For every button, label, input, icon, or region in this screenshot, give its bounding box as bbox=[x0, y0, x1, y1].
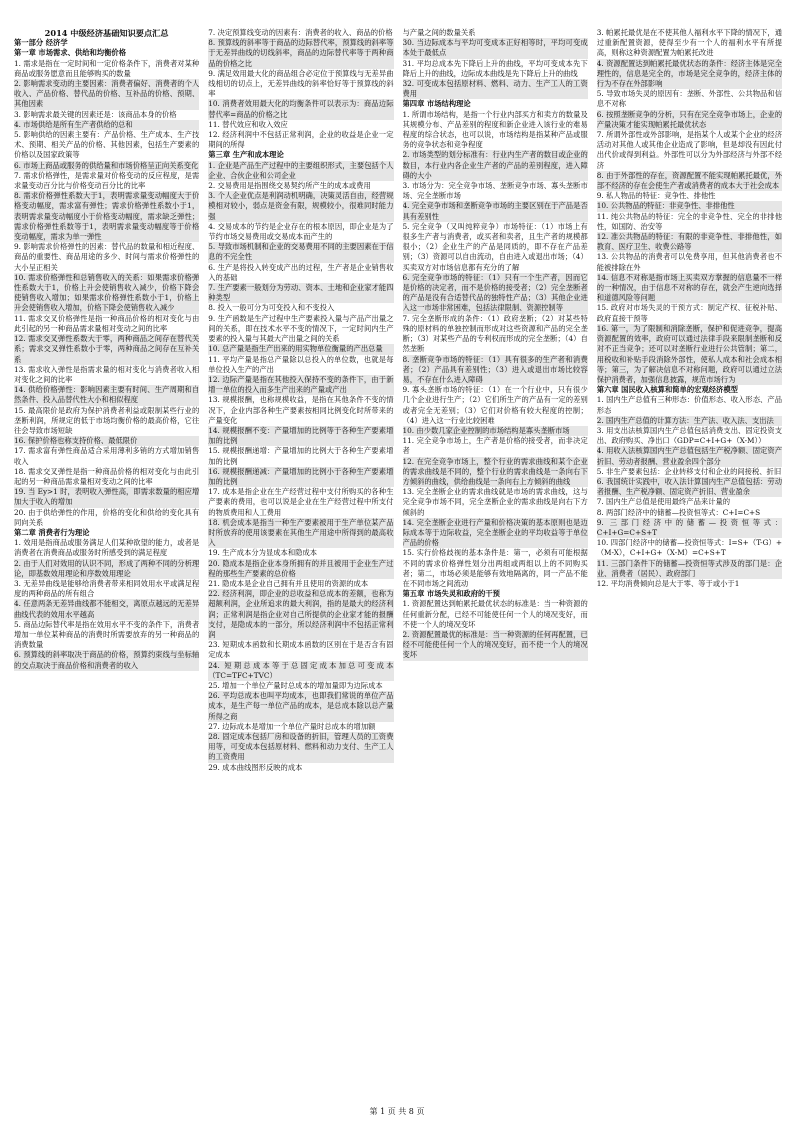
paragraph: 17. 需求富有弹性商品适合采用薄利多销的方式增加销售收入 bbox=[14, 446, 200, 466]
paragraph: 15. 政府对市场失灵的干预方式：制定产权、征税补贴、政府直接干预等 bbox=[596, 303, 782, 323]
paragraph: 2. 影响需求变动的主要因素：消费者偏好、消费者的个人收入、产品价格、替代品的价格、互补品的价格、预期、其他因素 bbox=[14, 79, 200, 109]
paragraph: 11. 平均产量是指总产量除以总投入的单位数，也就是每单位投入生产的产出 bbox=[208, 354, 394, 374]
paragraph: 5. 非生产要素包括：企业转移支付和企业的间接税、折旧 bbox=[596, 466, 782, 476]
paragraph: 28. 固定成本包括厂房和设备的折旧，管理人员的工资费用等，可变成本包括原材料、燃料和动力支付、生产工人的工资费用 bbox=[208, 732, 394, 762]
paragraph: 6. 按照垄断竞争的分析，只有在完全竞争市场上，企业的产量决策才能实现帕累托最优状态 bbox=[596, 109, 782, 129]
paragraph: 2. 交易费用是指围绕交易契约所产生的成本或费用 bbox=[208, 181, 371, 191]
paragraph: 19. 生产成本分为显成本和隐成本 bbox=[208, 548, 318, 558]
paragraph: 3. 用支出法核算国内生产总值包括消费支出、固定投资支出、政府购买、净出口（GDP=C+I+G+（X-M）） bbox=[596, 425, 782, 446]
paragraph: 11. 三部门条件下的储蓄—投资恒等式涉及的部门是：企业、消费者（居民）、政府部门 bbox=[596, 558, 782, 578]
paragraph: 7. 生产要素一般划分为劳动、资本、土地和企业家才能四种类型 bbox=[208, 283, 394, 303]
paragraph: 4. 用收入法核算国内生产总值包括生产税净额、固定资产折旧、劳动者报酬、营业盈余四个部分 bbox=[596, 446, 782, 466]
paragraph: 11. 替代效应和收入效应 bbox=[208, 119, 288, 129]
paragraph: 9. 三部门经济中的储蓄—投资恒等式：C+I+G=C+S+T bbox=[596, 517, 782, 537]
section-heading: 第一部分 经济学 bbox=[14, 38, 68, 48]
paragraph: 1. 效用是指商品或服务满足人们某种欲望的能力，或者是消费者在消费商品或服务时所感受到的满足程度 bbox=[14, 538, 200, 558]
paragraph: 8. 两部门经济中的储蓄—投资恒等式：C+I=C+S bbox=[596, 507, 761, 517]
paragraph: 2. 由于人们对效用的认识不同，形成了两种不同的分析理论，即基数效用理论和序数效用理论 bbox=[14, 558, 200, 578]
paragraph: 25. 增加一个单位产量时总成本的增加量即为边际成本 bbox=[208, 681, 383, 690]
paragraph: 11. 需求交叉价格弹性是指一种商品价格的相对变化与由此引起的另一种商品需求量相对变动之间的比率 bbox=[14, 313, 200, 333]
paragraph: 4. 任意两条无差异曲线都不能相交，离原点越远的无差异曲线代表的效用水平越高 bbox=[14, 599, 200, 619]
paragraph: 9. 影响需求价格弹性的因素：替代品的数量和相近程度、商品的重要性、商品用途的多少、时间与需求价格弹性的大小呈正相关 bbox=[14, 242, 200, 272]
paragraph: 24. 短期总成本等于总固定成本加总可变成本（TC=TFC+TVC） bbox=[208, 660, 394, 680]
paragraph: 13. 规模报酬，也称规模收益，是指在其他条件不变的情况下，企业内部各种生产要素按相同比例变化时所带来的产量变化 bbox=[208, 395, 394, 425]
paragraph: 15. 实行价格歧视的基本条件是：第一，必须有可能根据不同的需求价格弹性划分出两组或两组以上的不同购买者；第二，市场必须是能够有效地隔离的，同一产品不能在不同市场之间流动 bbox=[402, 548, 588, 588]
paragraph: 30. 当边际成本与平均可变成本正好相等时，平均可变成本处于最低点 bbox=[402, 38, 588, 58]
paragraph: 1. 所谓市场结构，是指一个行业内部买方和卖方的数量及其规模分布、产品差别的程度和新企业进入该行业的难易程度的综合状态，也可以说，市场结构是指某种产品或服务的竞争状态和竞争程度 bbox=[402, 109, 588, 150]
paragraph: 12. 在完全竞争市场上，整个行业的需求曲线和某个企业的需求曲线是不同的，整个行业的需求曲线是一条向右下方倾斜的曲线，供给曲线是一条向右上方倾斜的曲线 bbox=[402, 456, 588, 486]
paragraph: 8. 需求价格弹性系数大于1，表明需求量变动幅度大于价格变动幅度，需求富有弹性；需求价格弹性系数小于1，表明需求量变动幅度小于价格变动幅度，需求缺乏弹性；需求价格弹性系数等于1，表明需求量变动幅度等于价格变动幅度，需求为单一弹性 bbox=[14, 191, 200, 242]
paragraph: 29. 成本曲线图形反映的成本 bbox=[208, 762, 303, 772]
paragraph: 18. 需求交叉弹性是指一种商品价格的相对变化与由此引起的另一种商品需求量相对变动之间的比率 bbox=[14, 466, 200, 486]
paragraph: 10. 由少数几家企业控制的市场结构是寡头垄断市场 bbox=[403, 426, 588, 436]
paragraph: 6. 预算线的斜率取决于商品的价格，预算约束线与坐标轴的交点取决于商品价格和消费者的收入 bbox=[14, 650, 200, 670]
paragraph: 31. 平均总成本先下降后上升的曲线，平均可变成本先下降后上升的曲线，边际成本曲线是先下降后上升的曲线 bbox=[402, 58, 588, 78]
section-heading: 第三章 生产和成本理论 bbox=[208, 150, 284, 160]
paragraph: 14. 完全垄断企业进行产量和价格决策的基本原则也是边际成本等于边际收益，完全垄断企业的平均收益等于单位产品的价格 bbox=[402, 517, 588, 548]
paragraph: 4. 资源配置达到帕累托最优状态的条件：经济主体是完全理性的，信息是完全的，市场是完全竞争的，经济主体的行为不存在外部影响 bbox=[596, 58, 782, 89]
paragraph: 16. 规模报酬递减：产量增加的比例小于各种生产要素增加的比例 bbox=[208, 466, 394, 486]
paragraph: 5. 影响供给的因素主要有：产品价格、生产成本、生产技术、预期、相关产品的价格、其他因素，包括生产要素的价格以及国家政策等 bbox=[14, 130, 200, 160]
paragraph: 11. 纯公共物品的特征：完全的非竞争性、完全的非排他性，如国防、治安等 bbox=[596, 211, 782, 231]
paragraph: 13. 完全垄断企业的需求曲线就是市场的需求曲线，这与完全竞争市场不同，完全垄断企业的需求曲线是向右下方倾斜的 bbox=[402, 487, 588, 517]
paragraph: 7. 所谓外部性或外部影响，是指某个人或某个企业的经济活动对其他人或其他企业造成了影响，但是却没有因此付出代价或得到利益。外部性可以分为外部经济与外部不经济 bbox=[596, 130, 782, 170]
paragraph: 14. 规模报酬不变：产量增加的比例等于各种生产要素增加的比例 bbox=[208, 425, 394, 446]
paragraph: 23. 短期成本函数和长期成本函数的区别在于是否含有固定成本 bbox=[208, 640, 394, 660]
page-footer: 第 1 页 共 8 页 bbox=[369, 1107, 425, 1116]
paragraph: 3. 影响需求最关键的因素还是：该商品本身的价格 bbox=[14, 109, 177, 119]
paragraph: 10. 总产量是指生产出来的用实物单位衡量的产出总量 bbox=[208, 344, 393, 354]
paragraph: 26. 平均总成本也叫平均成本，也即我们常说的单位产品成本，是生产每一单位产品的成本，是总成本除以总产量所得之商 bbox=[208, 691, 394, 721]
paragraph: 11. 完全竞争市场上，生产者是价格的接受者，而非决定者 bbox=[402, 436, 588, 456]
paragraph: 1. 国内生产总值有三种形态：价值形态、收入形态、产品形态 bbox=[596, 395, 782, 415]
paragraph: 7. 决定预算线变动的因素有：消费者的收入、商品的价格 bbox=[208, 28, 393, 37]
paragraph: 5. 完全竞争（又叫纯粹竞争）市场特征：（1）市场上有很多生产者与消费者，或买者和卖者，且生产者的规模都很小；（2）企业生产的产品是同质的，即不存在产品差别；（3）资源可以自由流动，自由进入或退出市场；（4）买卖双方对市场信息都有充分的了解 bbox=[402, 221, 588, 272]
paragraph: 5. 导致市场失灵的原因有：垄断、外部性、公共物品和信息不对称 bbox=[596, 89, 782, 109]
paragraph: 13. 需求收入弹性是指需求量的相对变化与消费者收入相对变化之间的比率 bbox=[14, 364, 200, 384]
paragraph: 7. 完全垄断形成的条件：（1）政府垄断；（2）对某些特殊的原材料的单独控制而形成对这些资源和产品的完全垄断；（3）对某些产品的专利权而形成的完全垄断；（4）自然垄断 bbox=[402, 313, 588, 354]
paragraph: 8. 垄断竞争市场的特征：（1）具有很多的生产者和消费者；（2）产品具有差别性；（3）进入或退出市场比较容易，不存在什么进入障碍 bbox=[402, 354, 588, 384]
paragraph: 2. 市场类型的划分标准有：行业内生产者的数目或企业的数目，本行业内各企业生产者的产品的差别程度，进入障碍的大小 bbox=[402, 150, 588, 180]
paragraph: 6. 我国统计实践中，收入法计算国内生产总值包括：劳动者报酬、生产税净额、固定资产折旧、营业盈余 bbox=[596, 476, 782, 497]
paragraph: 6. 完全竞争市场的特征：（1）只有一个生产者，因而它是价格的决定者，而不是价格的接受者；（2）完全垄断者的产品是没有合适替代品的独特性产品；（3）其他企业进入这一市场非常困难，包括法律限制、资源控制等 bbox=[402, 272, 588, 313]
column-1 bbox=[14, 28, 199, 1103]
paragraph: 与产量之间的数量关系 bbox=[402, 28, 476, 37]
paragraph: 12. 平均消费倾向总是大于零、等于或小于1 bbox=[596, 578, 740, 588]
paragraph: 18. 机会成本是指当一种生产要素被用于生产单位某产品时所放弃的使用该要素在其他生产用途中所得到的最高收入 bbox=[208, 517, 394, 548]
paragraph: 27. 边际成本是增加一个单位产量时总成本的增加额 bbox=[208, 721, 376, 731]
paragraph: 22. 经济利润，即企业的总收益和总成本的差额，也称为超额利润，企业所追求的最大利润，指的是最大的经济利润；正常利润是指企业对自己所提供的企业家才能的报酬支付，是隐成本的一部分，所以经济利润中不包括正常利润 bbox=[208, 589, 394, 639]
paragraph: 2. 资源配置最优的标准是：当一种资源的任何再配置，已经不可能使任何一个人的境况变好，而不使一个人的境况变坏 bbox=[402, 629, 588, 660]
paragraph: 3. 个人企业优点是利润动机明确，决策灵活自由，经营规模相对较小，弱点是资金有限，规模较小，很难同时能力强 bbox=[208, 191, 394, 221]
paragraph: 15. 规模报酬递增：产量增加的比例大于各种生产要素增加的比例 bbox=[208, 446, 394, 466]
paragraph: 1. 企业是产品生产过程中的主要组织形式，主要包括个人企业、合伙企业和公司企业 bbox=[208, 160, 394, 180]
paragraph: 32. 可变成本包括原材料、燃料、动力、生产工人的工资费用 bbox=[402, 79, 588, 99]
paragraph: 10. 需求价格弹性和总销售收入的关系：如果需求价格弹性系数大于1，价格上升会使销售收入减少，价格下降会使销售收入增加；如果需求价格弹性系数小于1，价格上升会使销售收入增加，价格下降会使销售收入减少 bbox=[14, 272, 200, 313]
paragraph: 20. 由于供给弹性的作用，价格的变化和供给的变化具有同向关系 bbox=[14, 507, 200, 527]
paragraph: 10. 四部门经济中的储蓄—投资恒等式：I=S+（T-G）+（M-X），C+I+G+（X-M）=C+S+T bbox=[596, 538, 782, 558]
paragraph: 13. 公共物品的消费者可以免费享用，但其他消费者也不能被排除在外 bbox=[596, 252, 782, 272]
column-4 bbox=[597, 28, 782, 1103]
paragraph: 4. 市场供给是所有生产者供给的总和 bbox=[14, 120, 199, 130]
paragraph: 12. 需求交叉弹性系数大于零，两种商品之间存在替代关系；需求交叉弹性系数小于零，两种商品之间存在互补关系 bbox=[14, 334, 200, 364]
paragraph: 9. 生产函数是生产过程中生产要素投入量与产品产出量之间的关系，即在技术水平不变的情况下，一定时间内生产要素的投入量与其最大产出量之间的关系 bbox=[208, 313, 394, 344]
section-heading: 第二章 消费者行为理论 bbox=[14, 527, 90, 537]
paragraph: 8. 投入一般可分为可变投入和不变投入 bbox=[208, 303, 335, 313]
section-heading: 第六章 国民收入核算和简单的宏观经济模型 bbox=[596, 385, 738, 395]
paragraph: 16. 第一，为了限制和消除垄断，保护和促进竞争，提高资源配置的效率，政府可以通过法律手段来限制垄断和反对不正当竞争；还可以对垄断行业进行公共管制；第二，用税收和补贴手段消除外部性，使私人成本和社会成本相等；第三，为了解决信息不对称问题，政府可以通过立法保护消费者，加强信息披露，规范市场行为 bbox=[596, 323, 782, 384]
paragraph: 12. 边际产量是指在其他投入保持不变的条件下，由于新增一单位的投入而多生产出来的产量或产出 bbox=[208, 374, 394, 395]
paragraph: 3. 帕累托最优是在不使其他人福利水平下降的情况下，通过重新配置资源，使得至少有一个人的福利水平有所提高，则称这种资源配置为帕累托改进 bbox=[596, 28, 782, 58]
paragraph: 6. 生产是将投入转变成产出的过程，生产者是企业销售收入的基础 bbox=[208, 262, 394, 282]
column-3 bbox=[403, 28, 588, 1103]
section-heading: 2014 中级经济基础知识要点汇总 bbox=[44, 28, 169, 38]
paragraph: 4. 完全竞争市场和垄断竞争市场的主要区别在于产品是否具有差别性 bbox=[402, 201, 588, 221]
paragraph: 9. 私人物品的特征：竞争性、排他性 bbox=[596, 191, 716, 201]
paragraph: 5. 导致市场机制和企业的交易费用不同的主要因素在于信息的不完全性 bbox=[208, 242, 394, 262]
paragraph: 9. 满足效用最大化的商品组合必定位于预算线与无差异曲线相切的切点上，无差异曲线的斜率恰好等于预算线的斜率 bbox=[208, 68, 394, 99]
paragraph: 12. 经济利润中不包括正常利润，企业的收益是企业一定期间的所得 bbox=[208, 130, 394, 150]
section-heading: 第五章 市场失灵和政府的干预 bbox=[402, 589, 500, 599]
paragraph: 1. 资源配置达到帕累托最优状态的标准是：当一种资源的任何重新分配，已经不可能使任何一个人的境况变好，而不使一个人的境况变坏 bbox=[402, 599, 588, 629]
paragraph: 2. 国内生产总值的计算方法：生产法、收入法、支出法 bbox=[597, 416, 782, 426]
paragraph: 19. 当 Ey>1 时，表明收入弹性高，即需求数量的相应增加大于收入的增加 bbox=[14, 487, 200, 507]
paragraph: 6. 市场上商品或服务的供给量和市场价格呈正向关系变化 bbox=[14, 160, 199, 170]
paragraph: 15. 最高限价是政府为保护消费者利益或限制某些行业的垄断利润，所规定的低于市场均衡价格的最高价格，它往往会导致市场短缺 bbox=[14, 405, 200, 435]
document-page bbox=[14, 28, 782, 1103]
paragraph: 17. 成本是指企业在生产经营过程中支付所购买的各种生产要素的费用，也可以说是企业在生产经营过程中所支付的物质费用和人工费用 bbox=[208, 487, 394, 517]
paragraph: 8. 预算线的斜率等于商品的边际替代率，预算线的斜率等于无差异曲线的切线斜率，商品的边际替代率等于两种商品的价格之比 bbox=[208, 38, 394, 68]
paragraph: 9. 寡头垄断市场的特征：（1）在一个行业中，只有很少几个企业进行生产；（2）它们所生产的产品有一定的差别或者完全无差别；（3）它们对价格有较大程度的控制；（4）进入这一行业比较困难 bbox=[402, 385, 588, 425]
paragraph: 10. 公共物品的特征：非竞争性、非排他性 bbox=[597, 201, 782, 211]
paragraph: 12. 准公共物品的特征：有限的非竞争性、非排他性，如教育、医疗卫生、收费公路等 bbox=[596, 232, 782, 252]
paragraph: 3. 市场分为：完全竞争市场、垄断竞争市场、寡头垄断市场、完全垄断市场 bbox=[402, 181, 588, 201]
paragraph: 8. 由于外部性的存在，资源配置不能实现帕累托最优，外部不经济的存在会使生产者或消费者的成本大于社会成本 bbox=[596, 170, 782, 191]
paragraph: 16. 保护价格也称支持价格、最低限价 bbox=[14, 436, 199, 446]
paragraph: 5. 商品边际替代率是指在效用水平不变的条件下，消费者增加一单位某种商品的消费时所需要放弃的另一种商品的消费数量 bbox=[14, 619, 200, 650]
paragraph: 14. 供给价格弹性：影响因素主要有时间、生产周期和自然条件、投入品替代性大小和相似程度 bbox=[14, 385, 200, 405]
section-heading: 第一章 市场需求、供给和均衡价格 bbox=[14, 48, 126, 58]
column-2 bbox=[208, 28, 393, 1103]
paragraph: 1. 需求是指在一定时间和一定价格条件下，消费者对某种商品或服务愿意而且能够购买的数量 bbox=[14, 58, 200, 78]
paragraph: 20. 隐成本是指企业本身所拥有的并且被用于企业生产过程的那些生产要素的总价格 bbox=[208, 558, 394, 578]
paragraph: 14. 信息不对称是指市场上买卖双方掌握的信息量不一样的一种情况，由于信息不对称的存在，就会产生逆向选择和道德风险等问题 bbox=[596, 272, 782, 303]
paragraph: 7. 需求价格弹性，是需求量对价格变动的反应程度，是需求量变动百分比与价格变动百分比的比率 bbox=[14, 170, 200, 191]
paragraph: 21. 隐成本是企业自己拥有并且使用的资源的成本 bbox=[208, 578, 369, 588]
section-heading: 第四章 市场结构理论 bbox=[402, 99, 471, 109]
paragraph: 10. 消费者效用最大化的均衡条件可以表示为：商品边际替代率=商品的价格之比 bbox=[208, 99, 394, 119]
paragraph: 4. 交易成本的节约是企业存在的根本原因，即企业是为了节约市场交易费用或交易成本而产生的 bbox=[208, 221, 394, 242]
paragraph: 7. 国内生产总值是使用最终产品来计量的 bbox=[596, 497, 731, 507]
paragraph: 3. 无差异曲线是能够给消费者带来相同效用水平或满足程度的两种商品的所有组合 bbox=[14, 578, 200, 599]
